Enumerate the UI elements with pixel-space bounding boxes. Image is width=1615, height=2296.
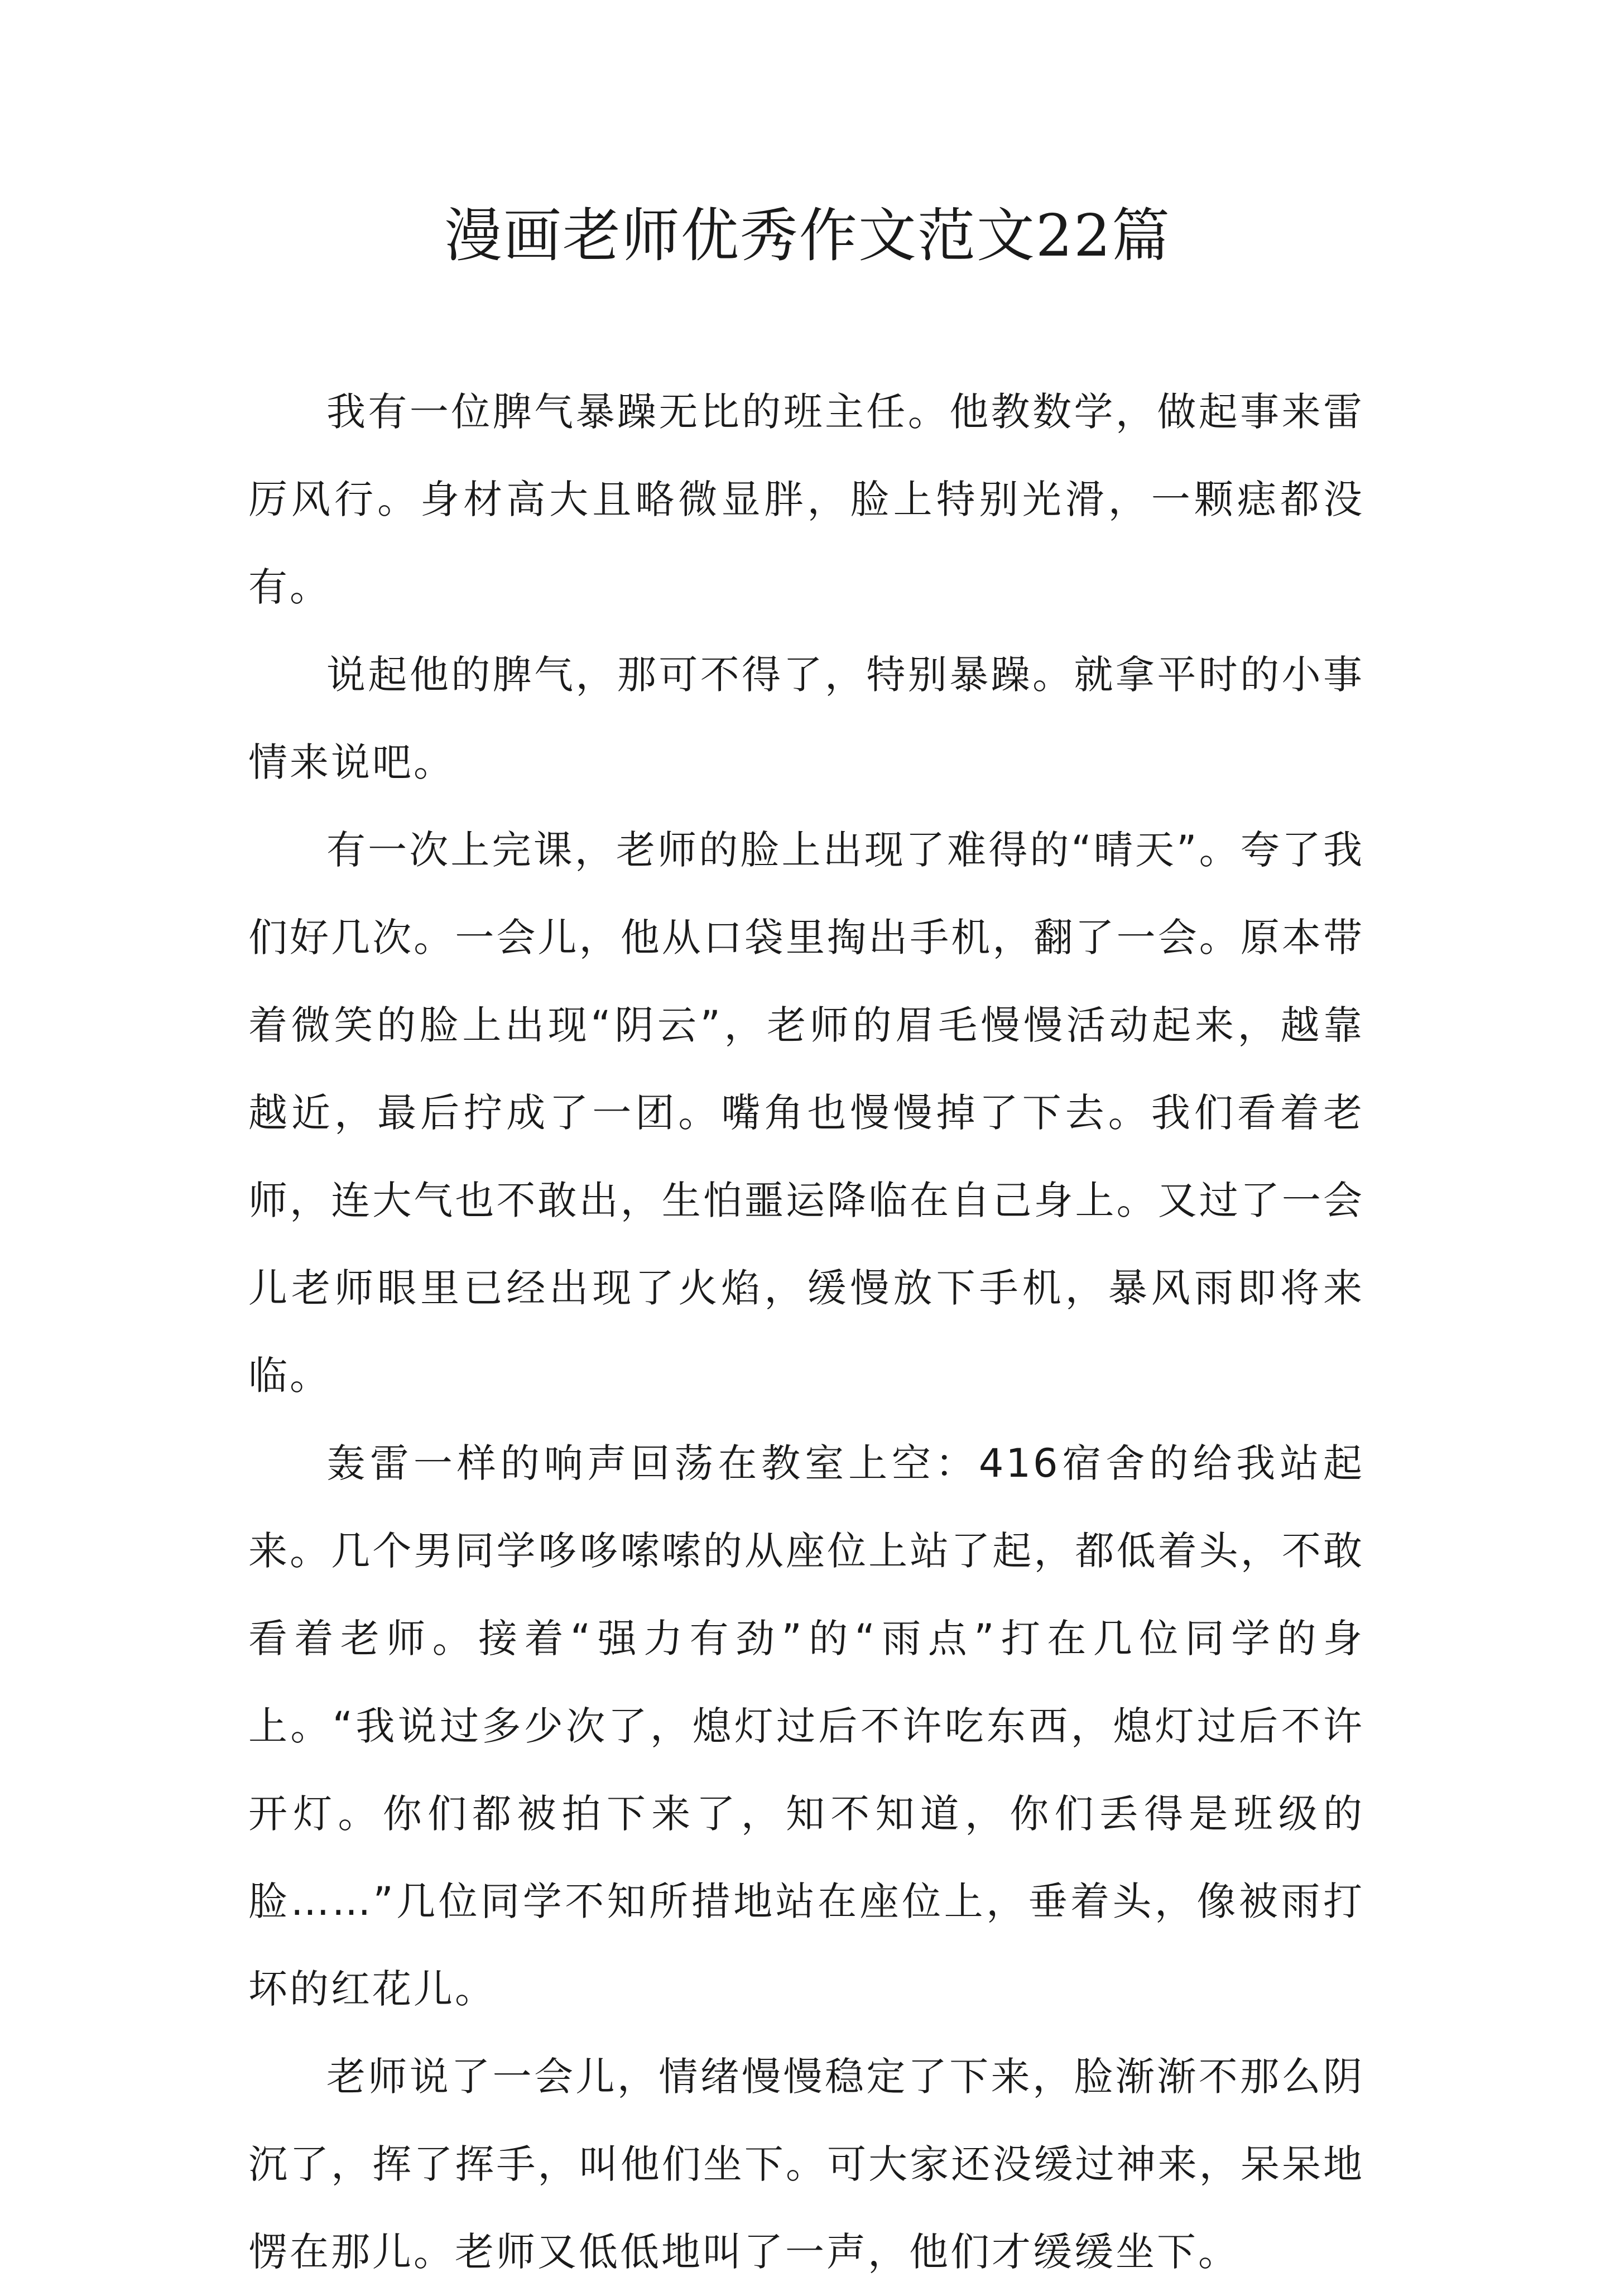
- paragraph: 老师说了一会儿，情绪慢慢稳定了下来，脸渐渐不那么阴沉了，挥了挥手，叫他们坐下。可大家还没缓过神来，呆呆地愣在那儿。老师又低低地叫了一声，他们才缓缓坐下。: [248, 2054, 1364, 2275]
- paragraph: 轰雷一样的响声回荡在教室上空：416宿舍的给我站起来。几个男同学哆哆嗦嗦的从座位上站了起，都低着头，不敢看着老师。接着“强力有劲”的“雨点”打在几位同学的身上。“我说过多少次了，熄灯过后不许吃东西，熄灯过后不许开灯。你们都被拍下来了，知不知道，你们丢得是班级的脸……”几位同学不知所措地站在座位上，垂着头，像被雨打坏的红花儿。: [248, 1440, 1364, 2012]
- document-title: 漫画老师优秀作文范文22篇: [444, 201, 1171, 270]
- paragraph: 有一次上完课，老师的脸上出现了难得的“晴天”。夸了我们好几次。一会儿，他从口袋里掏出手机，翻了一会。原本带着微笑的脸上出现“阴云”，老师的眉毛慢慢活动起来，越靠越近，最后拧成了一团。嘴角也慢慢掉了下去。我们看着老师，连大气也不敢出，生怕噩运降临在自己身上。又过了一会儿老师眼里已经出现了火焰，缓慢放下手机，暴风雨即将来临。: [248, 827, 1364, 1399]
- document-body: [248, 368, 1364, 2296]
- paragraph: 我有一位脾气暴躁无比的班主任。他教数学，做起事来雷厉风行。身材高大且略微显胖，脸上特别光滑，一颗痣都没有。: [248, 389, 1364, 610]
- paragraph: 说起他的脾气，那可不得了，特别暴躁。就拿平时的小事情来说吧。: [248, 652, 1364, 785]
